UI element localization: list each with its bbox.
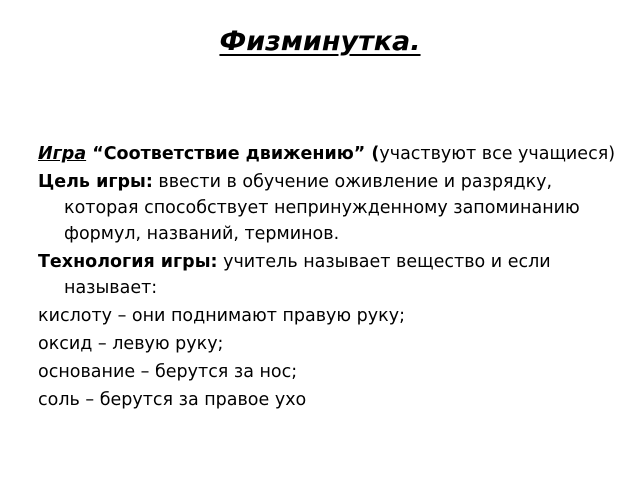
slide-body (38, 141, 618, 413)
technology-paragraph (38, 249, 618, 301)
rule-base: основание – берутся за нос; (38, 362, 298, 382)
rule-salt: соль – берутся за правое ухо (38, 390, 307, 410)
technology-label: Технология игры: (38, 252, 218, 272)
slide-title (0, 24, 640, 60)
rule-acid: кислоту – они поднимают правую руку; (38, 306, 405, 326)
technology-text: учитель называет вещество и если называет: (64, 252, 551, 298)
rule-oxide: оксид – левую руку; (38, 334, 224, 354)
goal-paragraph (38, 169, 618, 247)
game-paragraph (38, 141, 618, 167)
game-participants: участвуют все учащиеся) (379, 144, 616, 164)
game-name: “Соответствие движению” ( (86, 144, 380, 164)
goal-text: ввести в обучение оживление и разрядку, которая способствует непринужденному запоминанию формул, названий, терминов. (64, 172, 580, 244)
game-label: Игра (38, 144, 87, 164)
goal-label: Цель игры: (38, 172, 153, 192)
slide-title-text: Физминутка. (219, 26, 421, 57)
